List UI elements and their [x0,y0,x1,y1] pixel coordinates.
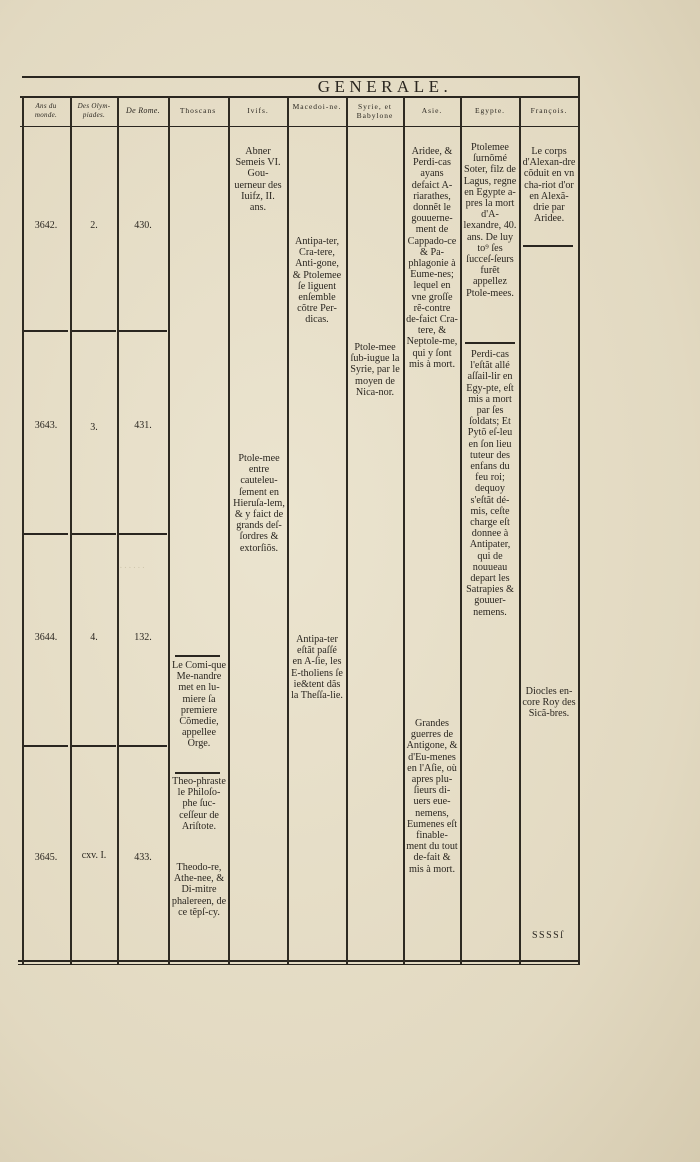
entry-separator [175,655,220,657]
entry-syrie-ptolemee: Ptole-mee ſub-iugue la Syrie, par le moyen de Nica-nor. [350,342,400,398]
header-thoscans: Thoscans [179,106,217,115]
column-divider [519,96,521,964]
entry-asie-antigone: Grandes guerres de Antigone, & d'Eu-menes en l'Aſie, où apres plu-ſieurs di-uers eue-nemens, Eumenes eſt finable-ment du tout de-fait & mis à mort. [406,718,458,875]
header-francois: François. [530,106,568,115]
header-iuifs: Ivifs. [247,106,269,115]
column-divider [287,96,289,964]
year-monde: 3645. [34,852,58,863]
entry-iuifs-abner: Abner Semeis VI. Gou-uerneur des Iuifz, II. ans. [234,146,282,214]
year-rome: 431. [134,420,152,431]
row-separator [24,533,68,535]
entry-thoscans-theodore: Theodo-re, Athe-nee, & Di-mitre phalereen, de ce tẽpſ-cy. [171,862,227,918]
year-rome: 132. [134,632,152,643]
row-separator [119,745,167,747]
running-head: GENERALE. [317,77,453,96]
year-monde: 3642. [34,220,58,231]
year-rome: 430. [134,220,152,231]
header-syrie-babylone: Syrie, et Babylone [356,102,394,120]
header-olympiades: Des Olym-piades. [77,102,111,119]
header-rule-top [20,96,580,98]
entry-macedoine-etholiens: Antipa-ter eſtãt paſſé en A-ſie, les E-tholiens ſe ie&tent dãs la Theſſa-lie. [291,634,343,702]
entry-iuifs-ptolemee: Ptole-mee entre cauteleu-ſement en Hieruſa-lem, & y faict de grands deſ-ſordres & extorſiõs. [233,453,285,554]
entry-separator [523,245,573,247]
year-rome: 433. [134,852,152,863]
header-rule-bottom [20,126,580,127]
year-monde: 3643. [34,420,58,431]
entry-separator [175,772,220,774]
entry-francois-diocles: Diocles en-core Roy des Sicã-bres. [522,686,576,720]
header-asie: Asie. [421,106,443,115]
year-monde: 3644. [34,632,58,643]
row-separator [72,533,116,535]
year-olympiade: 3. [90,422,98,433]
column-divider [460,96,462,964]
row-separator [119,533,167,535]
header-ans-du-monde: Ans du monde. [34,102,58,119]
entry-thoscans-menandre: Le Comi-que Me-nandre met en lu-miere ſa premiere Cõmedie, appellee Orge. [171,660,227,750]
row-separator [24,330,68,332]
column-divider [346,96,348,964]
column-divider [168,96,170,964]
column-divider [578,76,580,964]
entry-egypte-perdicas: Perdi-cas l'eſtãt allé aſſail-lir en Egy-pte, eſt mis a mort par ſes ſoldats; Et Pytõ eſ-leu en ſon lieu tuteur des enfans du feu roi; dequoy s'eſtãt dé-mis, ceſte charge eſt donnee à Antipater, qui de nouueau depart les Satrapies & gouuer-nemens. [466,349,514,618]
row-separator [72,745,116,747]
year-olympiade: 4. [90,632,98,643]
entry-francois-corps: Le corps d'Alexan-dre cõduit en vn cha-riot d'or en Alexã-drie par Aridee. [522,146,576,225]
printer-signature: SSSSſ [532,930,565,941]
header-egypte: Egypte. [474,106,506,115]
year-olympiade: 2. [90,220,98,231]
bottom-rule-thin [18,964,580,965]
column-divider [403,96,405,964]
header-macedoine: Macedoi-ne. [292,102,342,111]
entry-egypte-ptolemee: Ptolemee ſurnõmé Soter, filz de Lagus, regne en Egypte a-pres la mort d'A-lexandre, 40. ans. De luy to⁹ ſes ſucceſ-ſeurs furẽt appellez Ptole-mees. [463,142,517,299]
row-separator [24,745,68,747]
bottom-rule [18,960,580,962]
column-divider [228,96,230,964]
entry-separator [465,342,515,344]
row-separator [119,330,167,332]
year-olympiade: cxv. I. [81,850,107,861]
row-separator [72,330,116,332]
header-rome: De Rome. [126,106,160,115]
show-through-text: . . . . . . [120,560,145,570]
entry-macedoine-antipater: Antipa-ter, Cra-tere, Anti-gone, & Ptolemee ſe liguent enſemble cõtre Per-dicas. [292,236,342,326]
entry-thoscans-theophraste: Theo-phraste le Philoſo-phe ſuc-ceſſeur de Ariſtote. [172,776,226,832]
entry-asie-aridee: Aridee, & Perdi-cas ayans defaict A-riarathes, donnẽt le gouuerne-ment de Cappado-ce & Pa-phlagonie à Eume-nes; lequel en vne groſſe rẽ-contre de-faict Cra-tere, & Neptole-me, qui y ſont mis à mort. [406,146,458,370]
